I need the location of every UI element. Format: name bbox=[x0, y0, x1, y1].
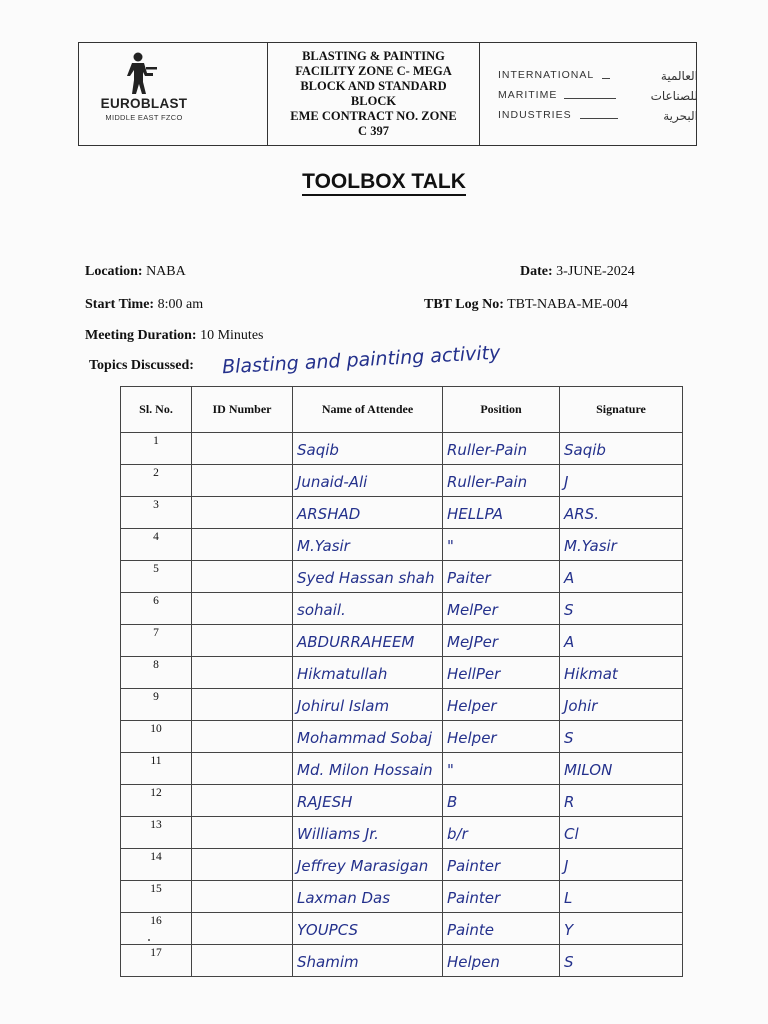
imi-line-3-ar: البحرية bbox=[663, 109, 698, 123]
imi-line-1-en: INTERNATIONAL bbox=[498, 69, 595, 81]
attendee-position-text: Helper bbox=[447, 697, 497, 715]
attendee-name bbox=[293, 433, 443, 465]
id-cell bbox=[192, 817, 293, 849]
imi-line-3 bbox=[498, 109, 698, 125]
stray-mark bbox=[148, 939, 150, 941]
table-row bbox=[121, 593, 683, 625]
table-row bbox=[121, 785, 683, 817]
attendee-position-text: b/r bbox=[447, 825, 468, 843]
attendee-signature-text: S bbox=[564, 953, 574, 971]
duration-field bbox=[85, 328, 263, 344]
id-cell bbox=[192, 753, 293, 785]
table-row bbox=[121, 945, 683, 977]
imi-divider bbox=[564, 98, 616, 99]
table-header-row bbox=[121, 387, 683, 433]
id-cell bbox=[192, 497, 293, 529]
attendee-name bbox=[293, 753, 443, 785]
attendee-name bbox=[293, 913, 443, 945]
attendee-signature bbox=[560, 593, 683, 625]
attendee-name-text: M.Yasir bbox=[297, 537, 350, 555]
attendee-signature bbox=[560, 785, 683, 817]
imi-divider bbox=[602, 78, 610, 79]
document-title-text: TOOLBOX TALK bbox=[302, 170, 466, 196]
attendee-name-text: Md. Milon Hossain bbox=[297, 761, 433, 779]
attendee-position-text: Helper bbox=[447, 729, 497, 747]
col-header-signature: Signature bbox=[560, 387, 683, 433]
sl-cell: 5 bbox=[121, 561, 192, 593]
imi-line-2 bbox=[498, 89, 698, 105]
table-row bbox=[121, 625, 683, 657]
attendee-name bbox=[293, 945, 443, 977]
attendee-name bbox=[293, 529, 443, 561]
attendee-name-text: Syed Hassan shah bbox=[297, 569, 435, 587]
attendee-name bbox=[293, 465, 443, 497]
attendee-signature-text: MILON bbox=[564, 761, 613, 779]
attendee-position bbox=[443, 945, 560, 977]
id-cell bbox=[192, 593, 293, 625]
attendee-signature bbox=[560, 849, 683, 881]
attendee-position-text: Ruller-Pain bbox=[447, 473, 528, 491]
header-box bbox=[78, 42, 697, 146]
attendee-signature bbox=[560, 881, 683, 913]
attendee-position-text: Painter bbox=[447, 889, 501, 907]
logo-subtitle: MIDDLE EAST FZCO bbox=[105, 113, 183, 122]
sl-cell: 10 bbox=[121, 721, 192, 753]
attendee-name-text: Hikmatullah bbox=[297, 665, 388, 683]
id-cell bbox=[192, 689, 293, 721]
attendee-position bbox=[443, 561, 560, 593]
id-cell bbox=[192, 913, 293, 945]
attendee-position bbox=[443, 753, 560, 785]
attendee-signature bbox=[560, 561, 683, 593]
id-cell bbox=[192, 657, 293, 689]
attendee-position bbox=[443, 817, 560, 849]
sl-cell: 9 bbox=[121, 689, 192, 721]
attendee-position-text: Ruller-Pain bbox=[447, 441, 528, 459]
sl-cell: 12 bbox=[121, 785, 192, 817]
attendee-position bbox=[443, 881, 560, 913]
topics-field bbox=[89, 358, 194, 374]
euroblast-logo bbox=[79, 43, 268, 145]
imi-line-2-ar: للصناعات bbox=[650, 89, 698, 103]
attendee-signature bbox=[560, 753, 683, 785]
attendee-signature bbox=[560, 433, 683, 465]
col-header-id: ID Number bbox=[192, 387, 293, 433]
attendee-position bbox=[443, 497, 560, 529]
sl-cell: 16 bbox=[121, 913, 192, 945]
date-field bbox=[520, 264, 635, 280]
attendee-position-text: Painte bbox=[447, 921, 495, 939]
table-row bbox=[121, 529, 683, 561]
sl-cell: 6 bbox=[121, 593, 192, 625]
attendee-position-text: B bbox=[447, 793, 458, 811]
imi-line-1-ar: العالمية bbox=[660, 69, 698, 83]
attendee-signature bbox=[560, 625, 683, 657]
attendee-signature-text: J bbox=[564, 473, 569, 491]
sl-cell: 11 bbox=[121, 753, 192, 785]
attendee-name-text: ARSHAD bbox=[297, 505, 361, 523]
duration-label: Meeting Duration: bbox=[85, 328, 197, 343]
attendee-name bbox=[293, 657, 443, 689]
id-cell bbox=[192, 561, 293, 593]
table-row bbox=[121, 561, 683, 593]
attendee-position-text: Helpen bbox=[447, 953, 500, 971]
attendee-signature-text: Johir bbox=[564, 697, 598, 715]
attendee-name bbox=[293, 817, 443, 849]
attendee-signature-text: ARS. bbox=[564, 505, 599, 523]
attendee-position bbox=[443, 913, 560, 945]
topics-label: Topics Discussed: bbox=[89, 358, 194, 373]
imi-line-3-en: INDUSTRIES bbox=[498, 109, 572, 121]
attendee-name-text: Shamim bbox=[297, 953, 359, 971]
blaster-figure-icon bbox=[119, 51, 159, 95]
table-row bbox=[121, 433, 683, 465]
attendee-name-text: YOUPCS bbox=[297, 921, 359, 939]
date-label: Date: bbox=[520, 264, 553, 279]
sl-cell: 8 bbox=[121, 657, 192, 689]
table-row bbox=[121, 689, 683, 721]
date-value: 3-JUNE-2024 bbox=[556, 264, 635, 279]
id-cell bbox=[192, 785, 293, 817]
attendee-name-text: Saqib bbox=[297, 441, 339, 459]
attendee-name-text: Junaid-Ali bbox=[297, 473, 368, 491]
location-field bbox=[85, 264, 186, 280]
location-label: Location: bbox=[85, 264, 143, 279]
attendee-signature bbox=[560, 689, 683, 721]
attendee-signature bbox=[560, 721, 683, 753]
id-cell bbox=[192, 721, 293, 753]
attendee-name-text: Johirul Islam bbox=[297, 697, 390, 715]
id-cell bbox=[192, 945, 293, 977]
attendee-name-text: sohail. bbox=[297, 601, 346, 619]
table-row bbox=[121, 753, 683, 785]
attendee-position bbox=[443, 465, 560, 497]
tbt-log-value: TBT-NABA-ME-004 bbox=[507, 297, 628, 312]
imi-logo bbox=[480, 43, 696, 145]
topics-value: Blasting and painting activity bbox=[221, 341, 501, 379]
sl-cell: 1 bbox=[121, 433, 192, 465]
id-cell bbox=[192, 529, 293, 561]
sl-cell: 14 bbox=[121, 849, 192, 881]
attendee-position-text: Paiter bbox=[447, 569, 491, 587]
attendee-position-text: Painter bbox=[447, 857, 501, 875]
attendee-name bbox=[293, 721, 443, 753]
attendee-position-text: " bbox=[447, 537, 454, 555]
attendee-position bbox=[443, 785, 560, 817]
attendee-name-text: Mohammad Sobaj bbox=[297, 729, 433, 747]
attendee-signature-text: A bbox=[564, 569, 575, 587]
col-header-sl: Sl. No. bbox=[121, 387, 192, 433]
sl-cell: 3 bbox=[121, 497, 192, 529]
attendee-position-text: HELLPA bbox=[447, 505, 504, 523]
attendee-signature-text: Y bbox=[564, 921, 574, 939]
id-cell bbox=[192, 881, 293, 913]
attendee-name-text: Laxman Das bbox=[297, 889, 391, 907]
attendee-signature bbox=[560, 657, 683, 689]
attendee-position-text: MelPer bbox=[447, 601, 498, 619]
id-cell bbox=[192, 433, 293, 465]
attendee-name bbox=[293, 785, 443, 817]
table-row bbox=[121, 817, 683, 849]
sl-cell: 17 bbox=[121, 945, 192, 977]
sl-cell: 13 bbox=[121, 817, 192, 849]
attendee-name bbox=[293, 689, 443, 721]
attendee-signature-text: Saqib bbox=[564, 441, 606, 459]
attendee-name bbox=[293, 881, 443, 913]
attendee-position bbox=[443, 721, 560, 753]
attendee-signature bbox=[560, 817, 683, 849]
table-row bbox=[121, 497, 683, 529]
tbt-log-label: TBT Log No: bbox=[424, 297, 504, 312]
attendee-signature-text: J bbox=[564, 857, 569, 875]
attendance-body bbox=[121, 433, 683, 977]
attendee-position-text: " bbox=[447, 761, 454, 779]
attendee-signature bbox=[560, 913, 683, 945]
attendee-signature-text: A bbox=[564, 633, 575, 651]
attendance-table bbox=[120, 386, 683, 977]
table-row bbox=[121, 849, 683, 881]
id-cell bbox=[192, 465, 293, 497]
table-row bbox=[121, 465, 683, 497]
imi-line-2-en: MARITIME bbox=[498, 89, 558, 101]
attendee-position bbox=[443, 625, 560, 657]
attendee-name bbox=[293, 497, 443, 529]
attendee-signature-text: L bbox=[564, 889, 573, 907]
attendee-position bbox=[443, 689, 560, 721]
attendee-name bbox=[293, 849, 443, 881]
id-cell bbox=[192, 625, 293, 657]
attendee-signature-text: S bbox=[564, 601, 574, 619]
attendee-position bbox=[443, 433, 560, 465]
id-cell bbox=[192, 849, 293, 881]
duration-value: 10 Minutes bbox=[200, 328, 264, 343]
attendee-name bbox=[293, 625, 443, 657]
attendee-name-text: Jeffrey Marasigan bbox=[297, 857, 429, 875]
table-row bbox=[121, 721, 683, 753]
tbt-log-field bbox=[424, 297, 628, 313]
imi-line-1 bbox=[498, 69, 698, 85]
attendee-name bbox=[293, 561, 443, 593]
sl-cell: 7 bbox=[121, 625, 192, 657]
attendee-signature bbox=[560, 497, 683, 529]
project-title: BLASTING & PAINTING FACILITY ZONE C- MEGA BLOCK AND STANDARD BLOCK EME CONTRACT NO. ZONE C 397 bbox=[290, 49, 457, 138]
attendee-position bbox=[443, 657, 560, 689]
attendee-name-text: ABDURRAHEEM bbox=[297, 633, 415, 651]
sl-cell: 15 bbox=[121, 881, 192, 913]
table-row bbox=[121, 657, 683, 689]
project-title-cell bbox=[268, 43, 480, 145]
attendee-signature-text: Cl bbox=[564, 825, 579, 843]
document-title bbox=[0, 170, 768, 194]
attendee-signature-text: Hikmat bbox=[564, 665, 618, 683]
imi-divider bbox=[580, 118, 618, 119]
attendee-signature-text: R bbox=[564, 793, 575, 811]
attendee-signature bbox=[560, 465, 683, 497]
logo-name: EUROBLAST bbox=[100, 96, 188, 111]
attendee-signature-text: M.Yasir bbox=[564, 537, 617, 555]
col-header-name: Name of Attendee bbox=[293, 387, 443, 433]
sl-cell: 2 bbox=[121, 465, 192, 497]
attendee-signature-text: S bbox=[564, 729, 574, 747]
attendee-name-text: RAJESH bbox=[297, 793, 353, 811]
start-time-value: 8:00 am bbox=[157, 297, 204, 312]
attendee-name bbox=[293, 593, 443, 625]
start-time-field bbox=[85, 297, 203, 313]
attendee-position bbox=[443, 849, 560, 881]
start-time-label: Start Time: bbox=[85, 297, 155, 312]
attendee-position bbox=[443, 593, 560, 625]
table-row bbox=[121, 881, 683, 913]
col-header-position: Position bbox=[443, 387, 560, 433]
attendee-position bbox=[443, 529, 560, 561]
sl-cell: 4 bbox=[121, 529, 192, 561]
location-value: NABA bbox=[146, 264, 186, 279]
attendee-position-text: MeJPer bbox=[447, 633, 499, 651]
attendee-signature bbox=[560, 529, 683, 561]
attendee-position-text: HellPer bbox=[447, 665, 501, 683]
attendee-name-text: Williams Jr. bbox=[297, 825, 379, 843]
attendee-signature bbox=[560, 945, 683, 977]
table-row bbox=[121, 913, 683, 945]
